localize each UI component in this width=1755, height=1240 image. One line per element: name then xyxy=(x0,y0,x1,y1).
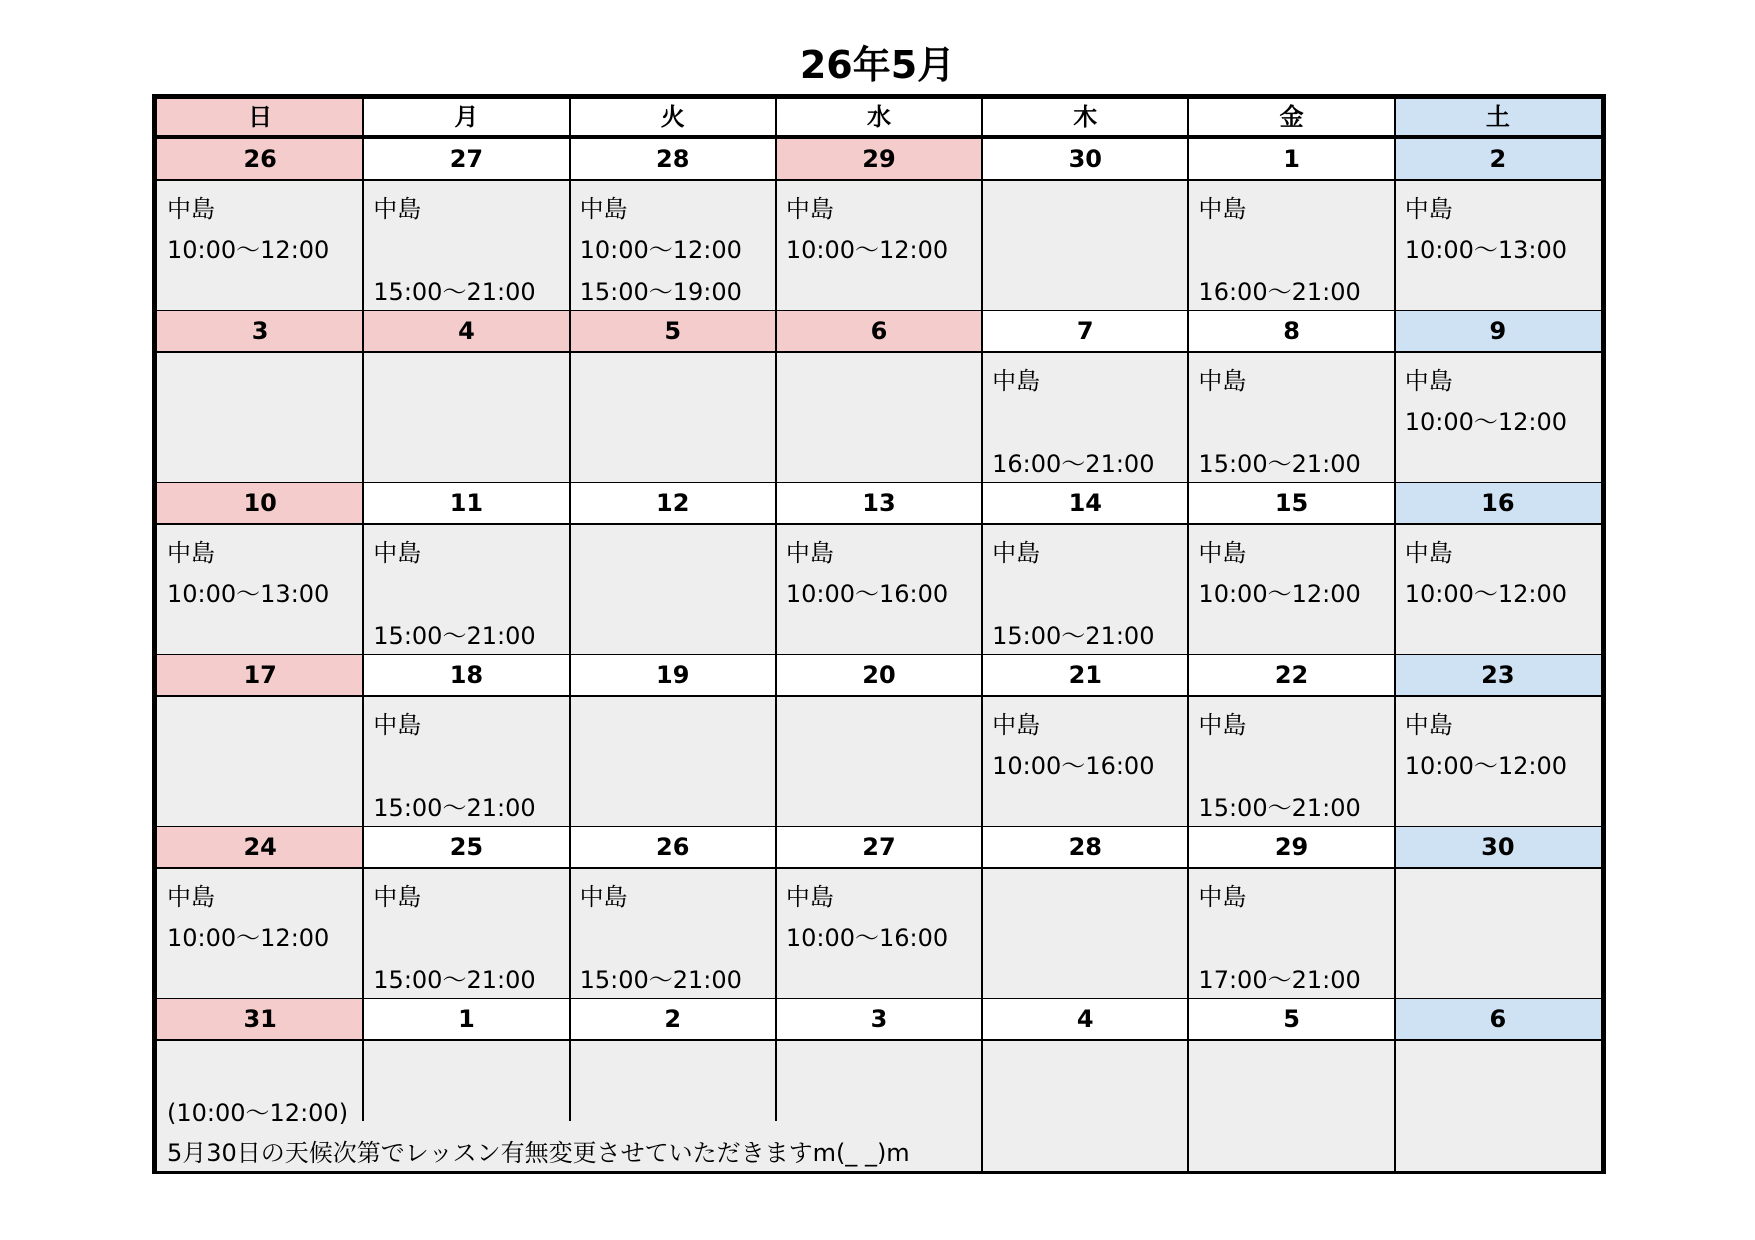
lesson-time: 15:00～21:00 xyxy=(373,794,536,822)
day-schedule xyxy=(1188,525,1394,655)
day-schedule xyxy=(776,869,982,999)
lesson-time xyxy=(786,443,982,485)
lesson-time xyxy=(786,959,982,1001)
day-schedule xyxy=(1395,869,1601,999)
day-schedule xyxy=(157,869,363,999)
column-divider xyxy=(1187,99,1189,139)
day-schedule xyxy=(363,525,569,655)
day-schedule xyxy=(157,181,363,311)
column-divider xyxy=(1187,311,1189,483)
lesson-time: 15:00～21:00 xyxy=(373,966,536,994)
instructor-name: 中島 xyxy=(167,539,215,567)
instructor-name: 中島 xyxy=(167,883,215,911)
column-divider xyxy=(981,655,983,827)
lesson-time xyxy=(373,573,569,615)
date-number: 29 xyxy=(776,139,982,181)
day-schedule xyxy=(363,181,569,311)
instructor-name: 中島 xyxy=(1198,367,1247,395)
column-divider xyxy=(1394,99,1396,139)
lesson-time xyxy=(167,271,363,313)
weekday-header: 水 xyxy=(866,103,891,131)
instructor-name xyxy=(992,189,1188,229)
instructor-name xyxy=(167,705,363,745)
lesson-time xyxy=(580,573,776,615)
instructor-name: 中島 xyxy=(1404,711,1453,739)
column-divider xyxy=(1394,655,1396,827)
lesson-time xyxy=(992,917,1188,959)
note-message: 5月30日の天候次第でレッスン有無変更させていただきますm(_ _)m xyxy=(167,1139,910,1167)
instructor-name xyxy=(580,361,776,401)
lesson-time: 10:00～13:00 xyxy=(1404,236,1568,264)
instructor-name: 中島 xyxy=(785,539,834,567)
column-divider xyxy=(775,483,777,655)
column-divider xyxy=(981,483,983,655)
column-divider xyxy=(981,827,983,999)
lesson-time: 10:00～12:00 xyxy=(579,236,742,264)
lesson-time: 10:00～12:00 xyxy=(1404,580,1568,608)
instructor-name: 中島 xyxy=(992,711,1041,739)
date-number: 30 xyxy=(1395,827,1601,869)
date-number: 17 xyxy=(157,655,363,697)
lesson-time xyxy=(992,229,1188,271)
lesson-time xyxy=(580,443,776,485)
lesson-time xyxy=(1198,917,1394,959)
date-number: 28 xyxy=(982,827,1188,869)
lesson-time: 15:00～21:00 xyxy=(373,278,536,306)
weekday-header: 日 xyxy=(157,99,363,135)
lesson-time: 10:00～12:00 xyxy=(1404,408,1568,436)
date-number: 5 xyxy=(1188,999,1394,1041)
instructor-name: 中島 xyxy=(1198,711,1247,739)
date-number: 10 xyxy=(157,483,363,525)
day-schedule xyxy=(1188,869,1394,999)
lesson-time xyxy=(580,917,776,959)
lesson-time: 15:00～19:00 xyxy=(579,278,742,306)
lesson-time: 15:00～21:00 xyxy=(579,966,742,994)
day-schedule xyxy=(363,697,569,827)
day-schedule xyxy=(157,353,363,483)
column-divider xyxy=(1394,483,1396,655)
instructor-name: 中島 xyxy=(785,883,834,911)
lesson-time xyxy=(992,401,1188,443)
lesson-time: 10:00～16:00 xyxy=(992,752,1155,780)
lesson-time xyxy=(373,401,569,443)
lesson-time xyxy=(1405,443,1601,485)
column-divider xyxy=(1187,139,1189,311)
column-divider xyxy=(569,311,571,483)
date-number: 2 xyxy=(1395,139,1601,181)
instructor-name xyxy=(1405,877,1601,917)
date-number: 3 xyxy=(157,311,363,353)
weekday-header: 木 xyxy=(1073,103,1098,131)
lesson-time xyxy=(580,615,776,657)
lesson-time: 17:00～21:00 xyxy=(1198,966,1361,994)
date-number: 12 xyxy=(570,483,776,525)
column-divider xyxy=(1394,999,1396,1171)
column-divider xyxy=(362,483,364,655)
lesson-time xyxy=(580,745,776,787)
weekday-header: 月 xyxy=(454,103,479,131)
date-number: 4 xyxy=(982,999,1188,1041)
day-schedule xyxy=(570,525,776,655)
instructor-name: 中島 xyxy=(373,883,422,911)
lesson-time: 16:00～21:00 xyxy=(1198,278,1361,306)
lesson-time xyxy=(167,745,363,787)
lesson-time xyxy=(373,745,569,787)
lesson-time xyxy=(992,271,1188,313)
column-divider xyxy=(981,311,983,483)
date-number: 1 xyxy=(363,999,569,1041)
lesson-time xyxy=(786,745,982,787)
day-schedule xyxy=(982,525,1188,655)
date-number: 26 xyxy=(157,139,363,181)
lesson-time: 15:00～21:00 xyxy=(1198,450,1361,478)
date-number: 30 xyxy=(982,139,1188,181)
day-schedule xyxy=(1188,181,1394,311)
lesson-time xyxy=(1405,917,1601,959)
day-schedule xyxy=(570,869,776,999)
lesson-time xyxy=(786,615,982,657)
instructor-name: 中島 xyxy=(167,195,215,223)
date-number: 11 xyxy=(363,483,569,525)
instructor-name xyxy=(992,877,1188,917)
lesson-time xyxy=(373,229,569,271)
lesson-time xyxy=(786,787,982,829)
instructor-name: 中島 xyxy=(373,711,422,739)
column-divider xyxy=(362,139,364,311)
date-number: 27 xyxy=(363,139,569,181)
date-number: 25 xyxy=(363,827,569,869)
column-divider xyxy=(981,999,983,1171)
day-schedule xyxy=(1188,353,1394,483)
lesson-time xyxy=(992,959,1188,1001)
lesson-time xyxy=(992,787,1188,829)
date-number: 16 xyxy=(1395,483,1601,525)
date-number: 8 xyxy=(1188,311,1394,353)
column-divider xyxy=(1187,999,1189,1171)
date-number: 24 xyxy=(157,827,363,869)
day-schedule xyxy=(157,697,363,827)
column-divider xyxy=(569,139,571,311)
lesson-time xyxy=(167,959,363,1001)
date-number: 22 xyxy=(1188,655,1394,697)
instructor-name xyxy=(580,533,776,573)
date-number: 13 xyxy=(776,483,982,525)
date-number: 28 xyxy=(570,139,776,181)
column-divider xyxy=(775,99,777,139)
date-number: 18 xyxy=(363,655,569,697)
lesson-time xyxy=(1405,615,1601,657)
day-schedule xyxy=(776,181,982,311)
day-schedule xyxy=(570,353,776,483)
instructor-name xyxy=(167,361,363,401)
date-number: 9 xyxy=(1395,311,1601,353)
date-number: 15 xyxy=(1188,483,1394,525)
column-divider xyxy=(1394,827,1396,999)
date-number: 26 xyxy=(570,827,776,869)
lesson-time: 15:00～21:00 xyxy=(373,622,536,650)
lesson-time: 10:00～12:00 xyxy=(1404,752,1568,780)
lesson-time: 10:00～12:00 xyxy=(167,924,330,952)
column-divider xyxy=(569,99,571,139)
column-divider xyxy=(569,827,571,999)
column-divider xyxy=(981,139,983,311)
lesson-time: 10:00～16:00 xyxy=(785,924,949,952)
date-number: 7 xyxy=(982,311,1188,353)
column-divider xyxy=(362,827,364,999)
day-schedule xyxy=(1395,1041,1601,1171)
date-number: 6 xyxy=(776,311,982,353)
day-schedule xyxy=(1395,181,1601,311)
date-number: 21 xyxy=(982,655,1188,697)
day-schedule xyxy=(363,869,569,999)
day-schedule xyxy=(776,353,982,483)
lesson-time: 10:00～12:00 xyxy=(785,236,949,264)
lesson-time xyxy=(167,443,363,485)
date-number: 5 xyxy=(570,311,776,353)
column-divider xyxy=(1394,139,1396,311)
lesson-time xyxy=(1198,745,1394,787)
instructor-name: 中島 xyxy=(373,195,422,223)
column-divider xyxy=(775,827,777,999)
column-divider xyxy=(569,483,571,655)
column-divider xyxy=(362,99,364,139)
lesson-time xyxy=(1405,959,1601,1001)
column-divider xyxy=(1187,655,1189,827)
day-schedule xyxy=(1395,353,1601,483)
date-number: 14 xyxy=(982,483,1188,525)
date-number: 1 xyxy=(1188,139,1394,181)
instructor-name: 中島 xyxy=(1198,539,1247,567)
day-schedule xyxy=(982,1041,1188,1171)
date-number: 19 xyxy=(570,655,776,697)
instructor-name: 中島 xyxy=(1404,367,1453,395)
day-schedule xyxy=(570,181,776,311)
instructor-name xyxy=(786,705,982,745)
lesson-time xyxy=(1198,229,1394,271)
lesson-time xyxy=(786,401,982,443)
column-divider xyxy=(362,311,364,483)
day-schedule xyxy=(1395,525,1601,655)
date-number: 4 xyxy=(363,311,569,353)
day-schedule xyxy=(982,181,1188,311)
lesson-time: 10:00～12:00 xyxy=(1198,580,1361,608)
day-schedule xyxy=(1188,1041,1394,1171)
lesson-time: 10:00～16:00 xyxy=(785,580,949,608)
lesson-time xyxy=(1405,787,1601,829)
lesson-time xyxy=(1198,615,1394,657)
lesson-time xyxy=(373,917,569,959)
instructor-name: 中島 xyxy=(579,883,628,911)
instructor-name: 中島 xyxy=(1404,539,1453,567)
day-schedule xyxy=(570,697,776,827)
lesson-time: 10:00～13:00 xyxy=(167,580,330,608)
column-divider xyxy=(1187,827,1189,999)
lesson-time xyxy=(167,787,363,829)
column-divider xyxy=(775,655,777,827)
lesson-time xyxy=(992,573,1188,615)
day-schedule xyxy=(982,697,1188,827)
day-schedule xyxy=(776,697,982,827)
lesson-time xyxy=(167,401,363,443)
instructor-name: 中島 xyxy=(1404,195,1453,223)
day-schedule xyxy=(363,353,569,483)
weekday-header-row xyxy=(157,99,1601,139)
instructor-name xyxy=(580,705,776,745)
column-divider xyxy=(981,99,983,139)
lesson-time xyxy=(373,443,569,485)
day-schedule xyxy=(1395,697,1601,827)
lesson-time: 10:00～12:00 xyxy=(167,236,330,264)
column-divider xyxy=(362,655,364,827)
instructor-name xyxy=(786,361,982,401)
instructor-name: 中島 xyxy=(579,195,628,223)
day-schedule xyxy=(982,353,1188,483)
schedule-note xyxy=(167,1093,910,1173)
day-schedule xyxy=(157,525,363,655)
column-divider xyxy=(1394,311,1396,483)
lesson-time: 15:00～21:00 xyxy=(1198,794,1361,822)
instructor-name: 中島 xyxy=(992,367,1041,395)
lesson-time: 16:00～21:00 xyxy=(992,450,1155,478)
date-number: 29 xyxy=(1188,827,1394,869)
day-schedule xyxy=(982,869,1188,999)
column-divider xyxy=(775,311,777,483)
column-divider xyxy=(775,139,777,311)
instructor-name: 中島 xyxy=(1198,195,1247,223)
date-number: 23 xyxy=(1395,655,1601,697)
calendar-title: 26年5月 xyxy=(799,43,956,87)
instructor-name: 中島 xyxy=(373,539,422,567)
instructor-name: 中島 xyxy=(992,539,1041,567)
lesson-time: 15:00～21:00 xyxy=(992,622,1155,650)
date-number: 6 xyxy=(1395,999,1601,1041)
weekday-header: 火 xyxy=(660,103,685,131)
lesson-time xyxy=(580,401,776,443)
instructor-name xyxy=(373,361,569,401)
day-schedule xyxy=(1188,697,1394,827)
lesson-time xyxy=(786,271,982,313)
date-number: 20 xyxy=(776,655,982,697)
day-schedule xyxy=(776,525,982,655)
date-number: 31 xyxy=(157,999,363,1041)
date-number: 3 xyxy=(776,999,982,1041)
lesson-time xyxy=(580,787,776,829)
date-number: 27 xyxy=(776,827,982,869)
column-divider xyxy=(569,655,571,827)
instructor-name: 中島 xyxy=(785,195,834,223)
weekday-header: 金 xyxy=(1279,103,1304,131)
note-time: (10:00～12:00) xyxy=(167,1099,349,1127)
column-divider xyxy=(1187,483,1189,655)
date-number: 2 xyxy=(570,999,776,1041)
lesson-time xyxy=(1405,271,1601,313)
lesson-time xyxy=(167,615,363,657)
instructor-name: 中島 xyxy=(1198,883,1247,911)
weekday-header: 土 xyxy=(1395,99,1601,135)
lesson-time xyxy=(1198,401,1394,443)
calendar-grid xyxy=(152,94,1606,1174)
